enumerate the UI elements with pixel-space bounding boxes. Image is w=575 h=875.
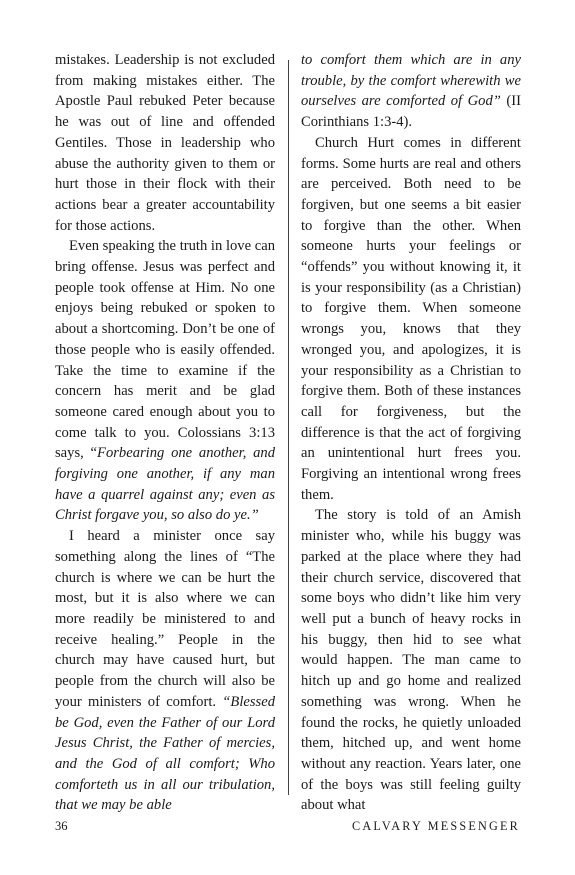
paragraph (55, 236, 275, 526)
paragraph: mistakes. Leadership is not excluded from making mistakes either. The Apostle Paul rebuked Peter because he was out of line and offended Gentiles. Those in leadership who abuse the authority given to them or hurt those in their flock with their actions bear a greater accountability for those actions. (55, 52, 275, 234)
right-column (301, 50, 521, 816)
page-number: 36 (55, 819, 68, 833)
paragraph: The story is told of an Amish minister who, while his buggy was parked at the place where they had their church service, discovered that some boys who didn’t like him very well put a bunch of heavy rocks in his buggy, then hid to see what would happen. The man came to hitch up and go home and realized something was wrong. When he found the rocks, he quietly unloaded them, hitched up, and went home without any reaction. Years later, one of the boys was still feeling guilty about what (301, 507, 521, 814)
paragraph: Church Hurt comes in different forms. Some hurts are real and others are perceived. Both need to be forgiven, but one seems a bit easier to forgive than the other. When someone hurts your feelings or “offends” you without knowing it, it is your responsibility (as a Christian) to forgive them. When someone wrongs you, knows that they wronged you, and apologizes, it is your responsibility as a Christian to forgive them. Both of these instances call for forgiveness, but the difference is that the act of forgiving an unintentional hurt frees you. Forgiving an intentional wrong frees them. (301, 134, 521, 503)
running-title: CALVARY MESSENGER (352, 819, 520, 833)
paragraph (301, 50, 521, 133)
scripture-reference: (II Corinthians 1:3-4). (301, 93, 521, 131)
scripture-quote: Forbearing one another, and forgiving one another, if any man have a quarrel against any; even as Christ forgave you, so also do ye.” (55, 445, 275, 524)
paragraph-text: Even speaking the truth in love can bring offense. Jesus was perfect and people took offense at Him. No one enjoys being rebuked or spoken to about a shortcoming. Don’t be one of those people who is easily offended. Take the time to examine if the concern has merit and be glad someone cared enough about you to come talk to you. Colossians 3:13 says, “ (55, 238, 275, 462)
column-divider (288, 60, 289, 795)
paragraph-text: I heard a minister once say something along the lines of “The church is where we can be hurt the most, but it is also where we can more readily be ministered to and receive healing.” People in the church may have caused hurt, but people from the church will also be your ministers of comfort. (55, 528, 275, 710)
scripture-quote: to comfort them which are in any trouble, by the comfort wherewith we ourselves are comforted of God” (301, 52, 521, 110)
paragraph (55, 526, 275, 816)
scripture-quote: “Blessed be God, even the Father of our Lord Jesus Christ, the Father of mercies, and the God of all comfort; Who comforteth us in all our tribulation, that we may be able (55, 693, 275, 814)
left-column (55, 50, 275, 816)
